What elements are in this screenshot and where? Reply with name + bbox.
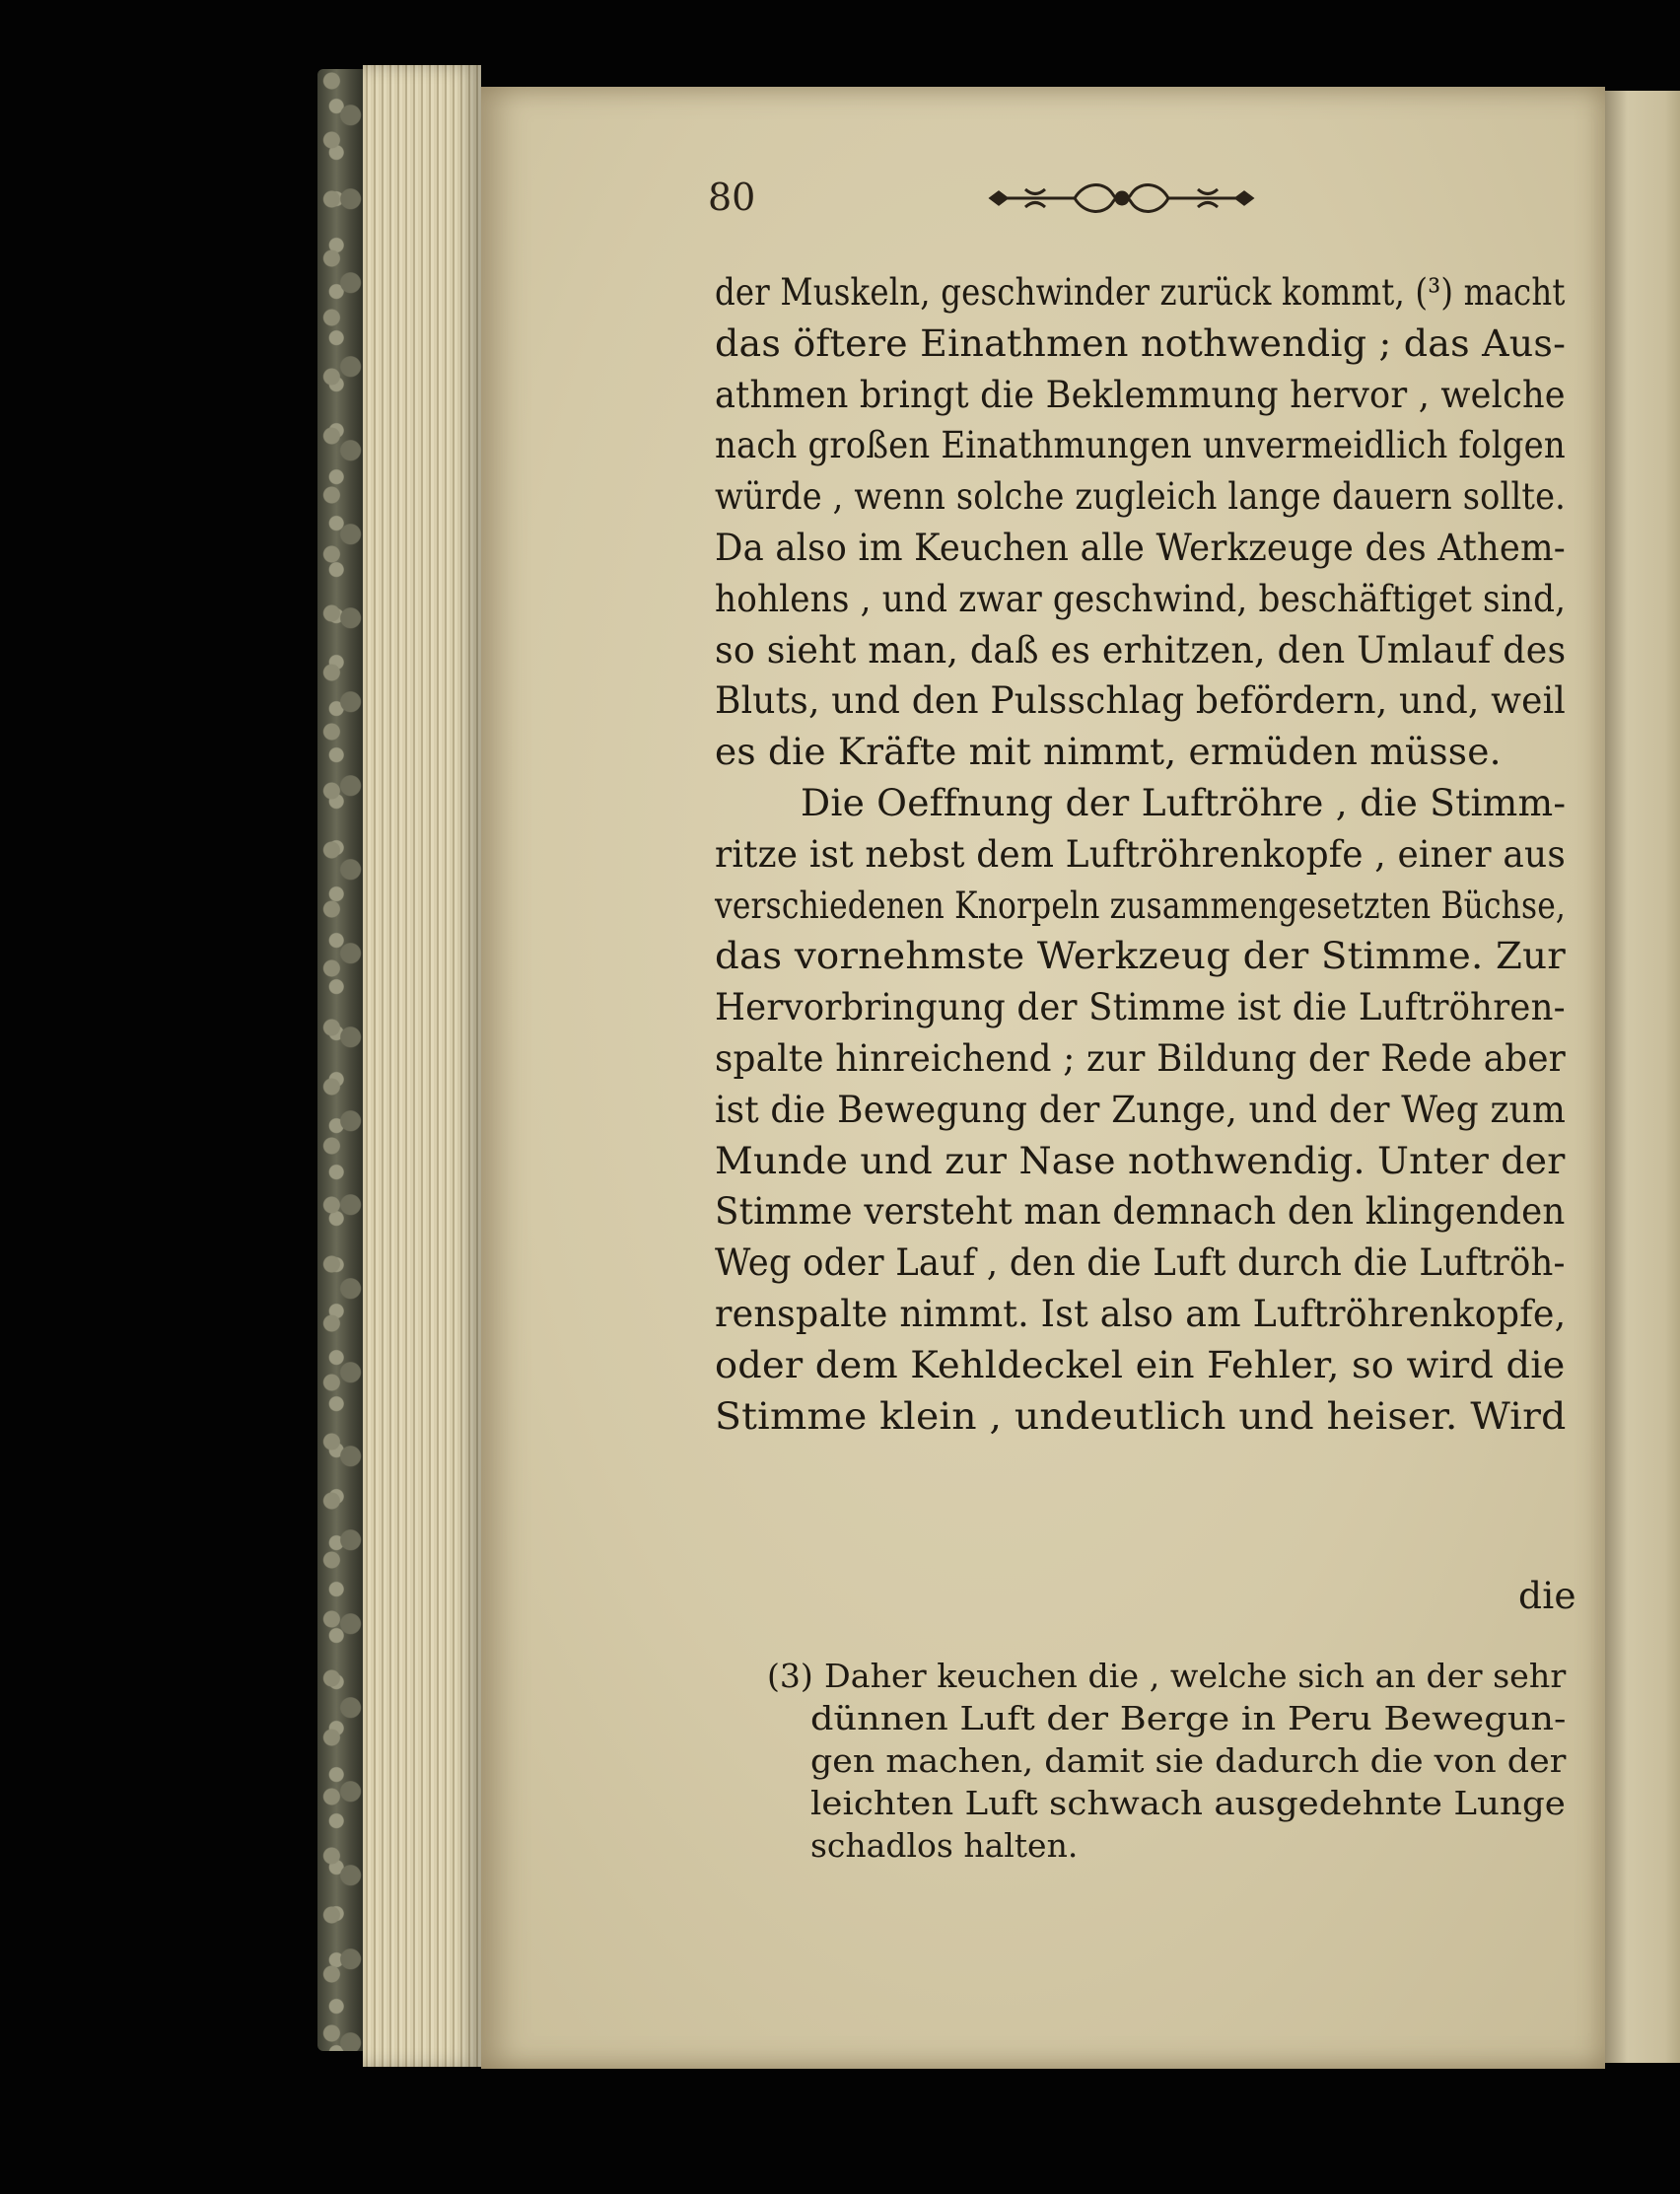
footnote-line: dünnen Luft der Berge in Peru Bewegun- [810,1699,1567,1737]
body-line: Munde und zur Nase nothwendig. Unter der [715,1138,1566,1182]
body-line: spalte hinreichend ; zur Bildung der Rede aber [715,1036,1566,1080]
footnote-marker: (3) [767,1657,813,1695]
page-number: 80 [708,176,756,219]
body-line: nach großen Einathmungen unvermeidlich folgen [715,423,1566,467]
body-line: das öftere Einathmen nothwendig ; das Aus- [715,320,1567,365]
body-line: renspalte nimmt. Ist also am Luftröhrenkopfe, [715,1292,1567,1335]
body-line: würde , wenn solche zugleich lange dauern sollte. [715,474,1567,519]
body-line: Bluts, und den Pulsschlag befördern, und, weil [715,678,1566,723]
body-line: Die Oeffnung der Luftröhre , die Stimm- [801,781,1567,824]
footnote-line: Daher keuchen die , welche sich an der sehr [824,1657,1567,1695]
body-line: hohlens , und zwar geschwind, beschäftiget sind, [715,576,1567,620]
body-line: Weg oder Lauf , den die Luft durch die Luftröh- [715,1240,1566,1285]
body-line: Hervorbringung der Stimme ist die Luftröhren- [715,985,1566,1029]
body-line: oder dem Kehldeckel ein Fehler, so wird die [715,1342,1566,1386]
body-line: ritze ist nebst dem Luftröhrenkopfe , einer aus [715,831,1566,876]
footnote-line: gen machen, damit sie dadurch die von der [810,1741,1567,1780]
facing-page-edge [1605,91,1680,2063]
marbled-cover-board [317,69,365,2051]
body-line: das vornehmste Werkzeug der Stimme. Zur [715,934,1566,978]
body-line: Stimme versteht man demnach den klingenden [715,1189,1566,1234]
body-line: so sieht man, daß es erhitzen, den Umlauf des [715,627,1567,672]
catchword: die [1518,1574,1576,1617]
body-line: ist die Bewegung der Zunge, und der Weg zum [715,1087,1566,1131]
body-line: es die Kräfte mit nimmt, ermüden müsse. [715,730,1502,774]
body-line: Da also im Keuchen alle Werkzeuge des Athem- [715,526,1566,569]
body-line: verschiedenen Knorpeln zusammengesetzten Büchse, [715,883,1567,927]
footnote-line: leichten Luft schwach ausgedehnte Lunge [810,1784,1566,1822]
body-line: athmen bringt die Beklemmung hervor , welche [715,372,1566,416]
body-line: der Muskeln, geschwinder zurück kommt, (³) macht [715,270,1566,314]
page-edges [363,65,481,2067]
body-line: Stimme klein , undeutlich und heiser. Wird [715,1393,1567,1438]
footnote-line: schadlos halten. [810,1826,1079,1865]
ornament-icon [986,176,1257,221]
